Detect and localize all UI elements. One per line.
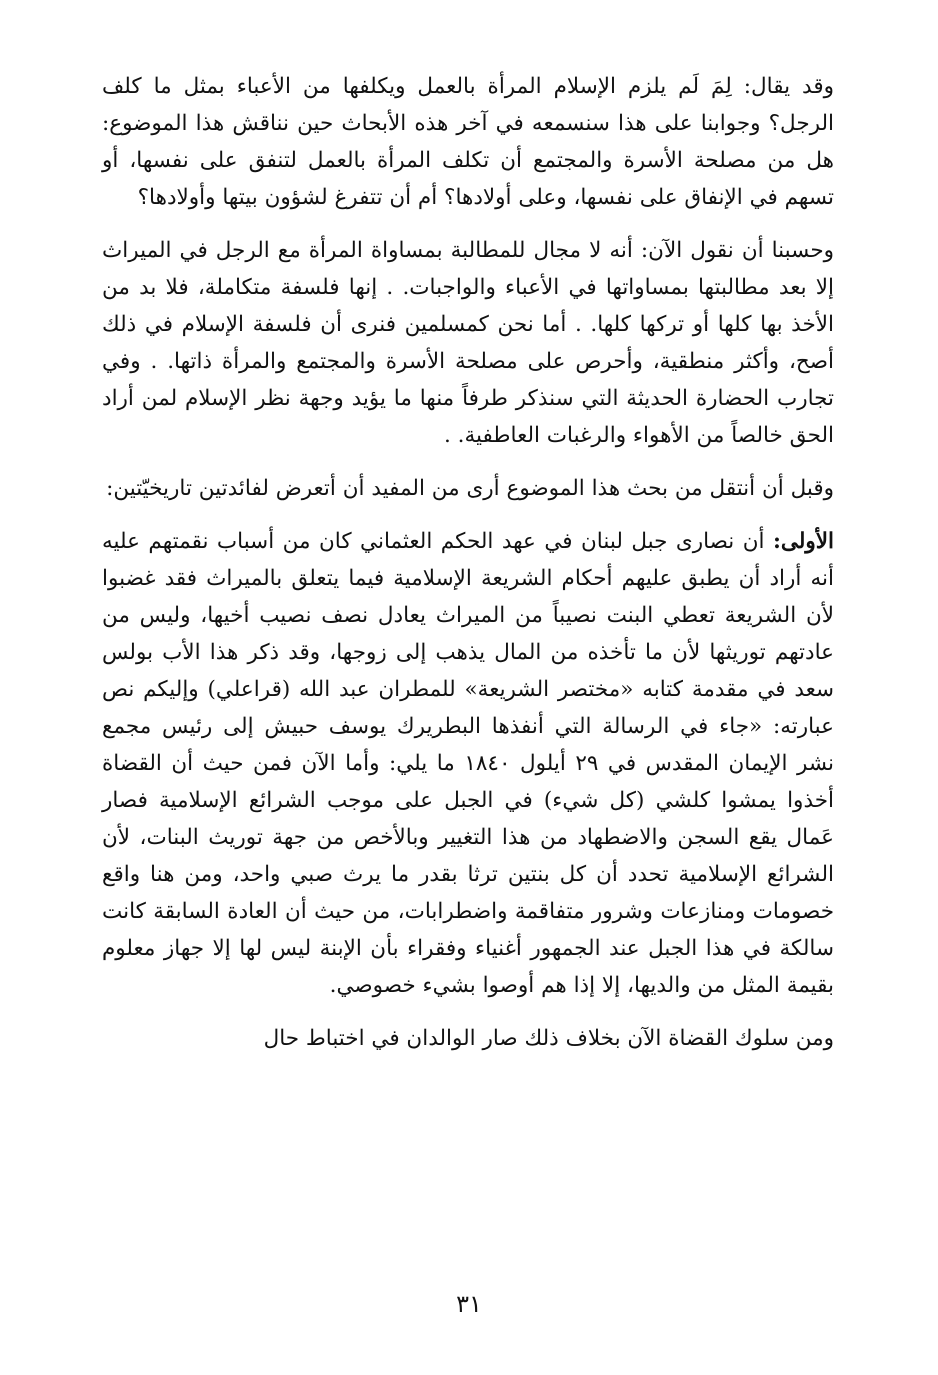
paragraph-4 bbox=[102, 523, 834, 1004]
paragraph-3 bbox=[102, 470, 834, 507]
paragraph-1-text: وقد يقال: لِمَ لَم يلزم الإسلام المرأة بالعمل ويكلفها من الأعباء بمثل ما كلف الرجل؟ وجوابنا على هذا سنسمعه في آخر هذه الأبحاث حين نناقش هذا الموضوع: هل من مصلحة الأسرة والمجتمع أن تكلف المرأة بالعمل لتنفق على نفسها، أو تسهم في الإنفاق على نفسها، وعلى أولادها؟ أم أن تتفرغ لشؤون بيتها وأولادها؟ bbox=[102, 74, 834, 210]
paragraph-5-text: ومن سلوك القضاة الآن بخلاف ذلك صار الوالدان في اختباط حال bbox=[263, 1026, 834, 1051]
paragraph-3-text: وقبل أن أنتقل من بحث هذا الموضوع أرى من المفيد أن أتعرض لفائدتين تاريخيّتين: bbox=[106, 476, 834, 501]
body-text bbox=[102, 68, 834, 1073]
paragraph-1 bbox=[102, 68, 834, 216]
page-number: ٣١ bbox=[456, 1290, 482, 1318]
paragraph-4-text: أن نصارى جبل لبنان في عهد الحكم العثماني كان من أسباب نقمتهم عليه أنه أراد أن يطبق عليهم أحكام الشريعة الإسلامية فيما يتعلق بالميراث فقد غضبوا لأن الشريعة تعطي البنت نصيباً من الميراث يعادل نصف نصيب أخيها، وليس من عادتهم توريثها لأن ما تأخذه من المال يذهب إلى زوجها، وقد ذكر هذا الأب بولس سعد في مقدمة كتابه «مختصر الشريعة» للمطران عبد الله (قراعلي) وإليكم نص عبارته: «جاء في الرسالة التي أنفذها البطريرك يوسف حبيش إلى رئيس مجمع نشر الإيمان المقدس في ٢٩ أيلول ١٨٤٠ ما يلي: وأما الآن فمن حيث أن القضاة أخذوا يمشوا كلشي (كل شيء) في الجبل على موجب الشرائع الإسلامية فصار عَمال يقع السجن والاضطهاد من هذا التغيير وبالأخص من جهة توريث البنات، لأن الشرائع الإسلامية تحدد أن كل بنتين ترثا بقدر ما يرث صبي واحد، ومن هنا واقع خصومات ومنازعات وشرور متفاقمة واضطرابات، من حيث أن العادة السابقة كانت سالكة في هذا الجبل عند الجمهور أغنياء وفقراء بأن الإبنة ليس لها إلا جهاز معلوم بقيمة المثل من والديها، إلا إذا هم أوصوا بشيء خصوصي. bbox=[102, 529, 834, 998]
paragraph-4-lead: الأولى: bbox=[772, 529, 834, 554]
paragraph-2-text: وحسبنا أن نقول الآن: أنه لا مجال للمطالبة بمساواة المرأة مع الرجل في الميراث إلا بعد مطالبتها بمساواتها في الأعباء والواجبات. . إنها فلسفة متكاملة، فلا بد من الأخذ بها كلها أو تركها كلها. . أما نحن كمسلمين فنرى أن فلسفة الإسلام في ذلك أصح، وأكثر منطقية، وأحرص على مصلحة الأسرة والمجتمع والمرأة ذاتها. . وفي تجارب الحضارة الحديثة التي سنذكر طرفاً منها ما يؤيد وجهة نظر الإسلام لمن أراد الحق خالصاً من الأهواء والرغبات العاطفية. . bbox=[102, 238, 834, 448]
paragraph-2 bbox=[102, 232, 834, 454]
paragraph-5 bbox=[102, 1020, 834, 1057]
